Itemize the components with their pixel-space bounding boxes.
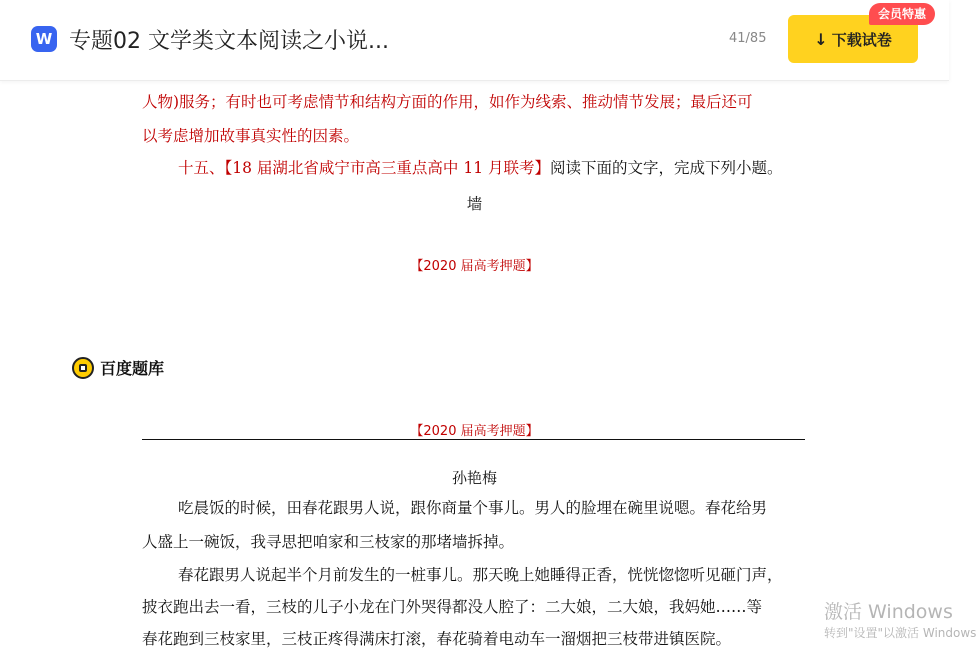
windows-activation-hint: 转到"设置"以激活 Windows	[824, 626, 976, 640]
question-source: 【18 届湖北省咸宁市高三重点高中 11 月联考】	[224, 159, 550, 177]
header-rule	[142, 439, 805, 440]
story-title: 墙	[466, 195, 483, 213]
question-number: 十五、	[178, 159, 225, 177]
baidu-tiku-logo-icon	[72, 357, 94, 379]
word-doc-icon: W	[31, 26, 57, 52]
windows-activation-watermark: 激活 Windows	[824, 601, 953, 623]
exam-stamp: 【2020 届高考押题】	[410, 424, 539, 439]
question-heading	[178, 158, 783, 178]
page-counter: 41/85	[729, 31, 767, 46]
document-title: 专题02 文学类文本阅读之小说...	[69, 29, 389, 54]
baidu-tiku-logo	[72, 356, 164, 379]
vip-discount-badge: 会员特惠	[869, 3, 935, 25]
download-button-label: 下载试卷	[831, 30, 892, 49]
exam-stamp: 【2020 届高考押题】	[410, 259, 539, 274]
download-arrow-icon: ↓	[814, 29, 828, 49]
top-bar	[0, 0, 949, 81]
answer-text-line: 人物)服务；有时也可考虑情节和结构方面的作用，如作为线索、推动情节发展；最后还可	[142, 93, 753, 111]
story-paragraph-line: 人盛上一碗饭，我寻思把咱家和三枝家的那堵墙拆掉。	[142, 533, 515, 551]
logo-text: 百度题库	[100, 359, 165, 378]
story-paragraph-line: 吃晨饭的时候，田春花跟男人说，跟你商量个事儿。男人的脸埋在碗里说嗯。春花给男	[178, 499, 768, 517]
story-author: 孙艳梅	[451, 469, 497, 487]
question-instruction: 阅读下面的文字，完成下列小题。	[550, 159, 783, 177]
answer-text-line: 以考虑增加故事真实性的因素。	[142, 127, 360, 145]
story-paragraph-line: 披衣跑出去一看，三枝的儿子小龙在门外哭得都没人腔了：二大娘，二大娘，我妈她……等	[142, 598, 763, 616]
story-paragraph-line: 春花跟男人说起半个月前发生的一桩事儿。那天晚上她睡得正香，恍恍惚惚听见砸门声，	[178, 566, 783, 584]
story-paragraph-line: 春花跑到三枝家里，三枝正疼得满床打滚，春花骑着电动车一溜烟把三枝带进镇医院。	[142, 630, 732, 648]
